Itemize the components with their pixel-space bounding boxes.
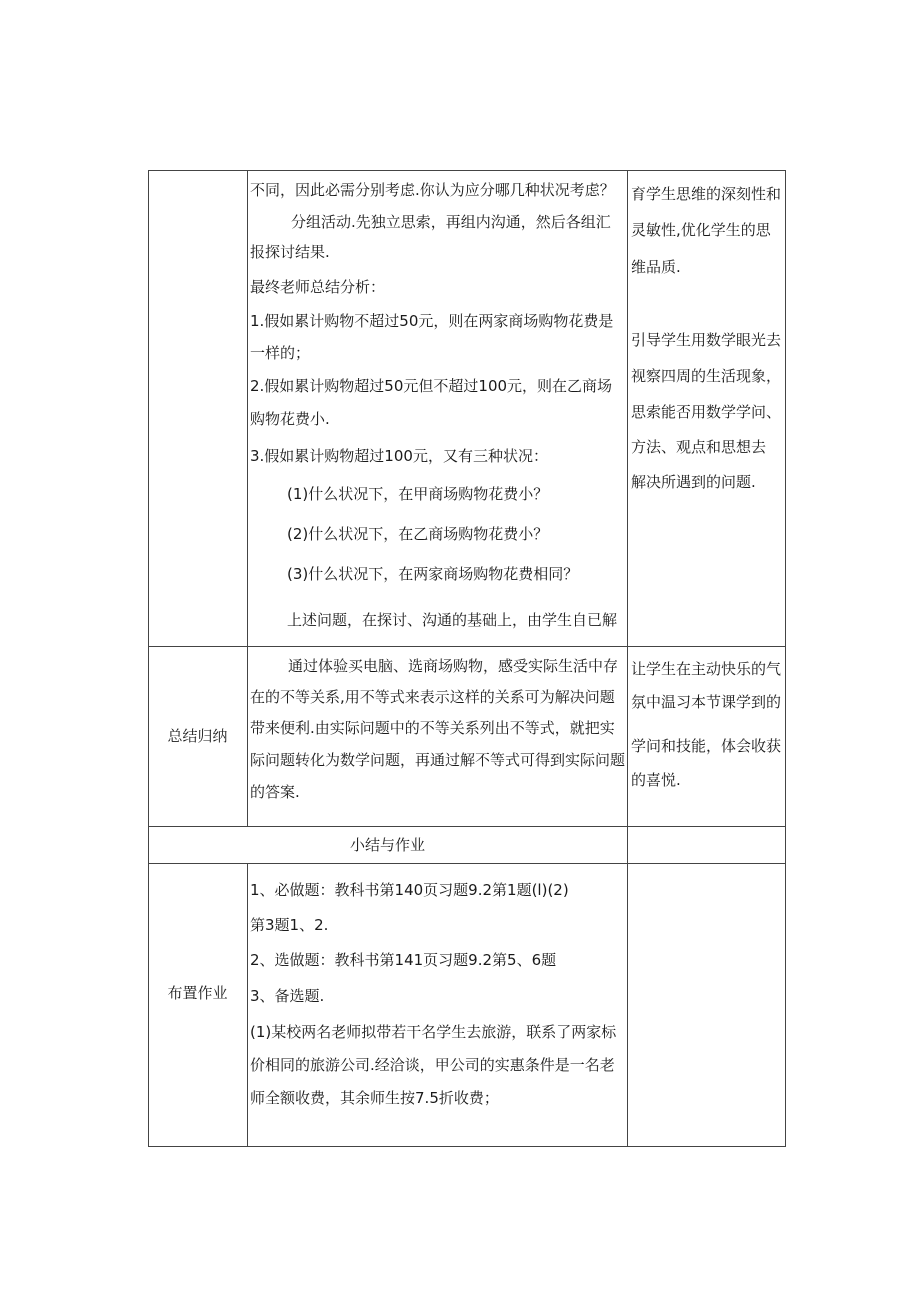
row2-main-line: 在的不等关系,用不等式来表示这样的关系可为解决问题 [250, 688, 615, 706]
row2-note-line: 学问和技能，体会收获 [631, 737, 782, 755]
row4-main-line: 师全额收费，其余师生按7.5折收费； [250, 1089, 499, 1107]
row1-main-line: 一样的； [250, 344, 311, 362]
row1-note-line: 引导学生用数学眼光去 [631, 331, 782, 349]
table-border-bottom [148, 1146, 786, 1147]
row1-main-line: (3)什么状况下，在两家商场购物花费相同？ [287, 565, 579, 583]
row4-main-line: 3、备选题. [250, 987, 325, 1005]
row1-main-line: (1)什么状况下，在甲商场购物花费小？ [287, 485, 549, 503]
table-row-divider-1 [148, 646, 786, 647]
row2-main-line: 通过体验买电脑、选商场购物，感受实际生活中存 [288, 657, 619, 675]
table-border-right [785, 170, 786, 1147]
row1-note-line: 维品质. [631, 258, 681, 276]
row1-main-line: 报探讨结果. [250, 243, 330, 261]
row1-note-line: 方法、观点和思想去 [631, 438, 767, 456]
table-col-divider-2 [627, 170, 628, 1147]
row4-main-line: 1、必做题：教科书第140页习题9.2第1题(l)(2) [250, 881, 569, 899]
row1-note-line: 思索能否用数学学问、 [631, 403, 782, 421]
row1-note-line: 解决所遇到的问题. [631, 473, 756, 491]
row1-main-line: 上述问题，在探讨、沟通的基础上，由学生自已解 [287, 611, 618, 629]
table-col-divider-1b [247, 863, 248, 1147]
row2-note-line: 氛中温习本节课学到的 [631, 693, 782, 711]
row1-note-line: 视察四周的生活现象， [631, 367, 782, 385]
row4-main-line: 第3题1、2. [250, 916, 329, 934]
row1-note-line: 育学生思维的深刻性和 [631, 185, 782, 203]
table-col-divider-1a [247, 170, 248, 826]
row2-main-line: 的答案. [250, 783, 300, 801]
row2-label: 总结归纳 [167, 727, 228, 745]
row4-main-line: (1)某校两名老师拟带若干名学生去旅游，联系了两家标 [250, 1023, 617, 1041]
row1-main-line: 2.假如累计购物超过50元但不超过100元，则在乙商场 [250, 377, 613, 395]
row2-main-line: 带来便利.由实际问题中的不等关系列出不等式，就把实 [250, 719, 615, 737]
table-border-top [148, 170, 786, 171]
row4-main-line: 2、选做题：教科书第141页习题9.2第5、6题 [250, 951, 557, 969]
row1-main-line: 1.假如累计购物不超过50元，则在两家商场购物花费是 [250, 312, 614, 330]
row1-main-line: 不同，因此必需分别考虑.你认为应分哪几种状况考虑？ [250, 181, 615, 199]
row2-main-line: 际问题转化为数学问题，再通过解不等式可得到实际问题 [250, 751, 626, 769]
row2-note-line: 让学生在主动快乐的气 [631, 660, 782, 678]
row4-label: 布置作业 [167, 984, 228, 1002]
row1-note-line: 灵敏性,优化学生的思 [631, 221, 771, 239]
row3-section-header: 小结与作业 [349, 836, 425, 854]
row4-main-line: 价相同的旅游公司.经洽谈，甲公司的实惠条件是一名老 [250, 1056, 615, 1074]
row1-main-line: (2)什么状况下，在乙商场购物花费小？ [287, 525, 549, 543]
row1-main-line: 购物花费小. [250, 410, 330, 428]
row2-note-line: 的喜悦. [631, 771, 681, 789]
table-row-divider-2 [148, 826, 786, 827]
table-row-divider-3 [148, 863, 786, 864]
row1-main-line: 最终老师总结分析： [250, 278, 386, 296]
row1-main-line: 分组活动.先独立思索，再组内沟通，然后各组汇 [291, 213, 611, 231]
row1-main-line: 3.假如累计购物超过100元，又有三种状况： [250, 447, 548, 465]
